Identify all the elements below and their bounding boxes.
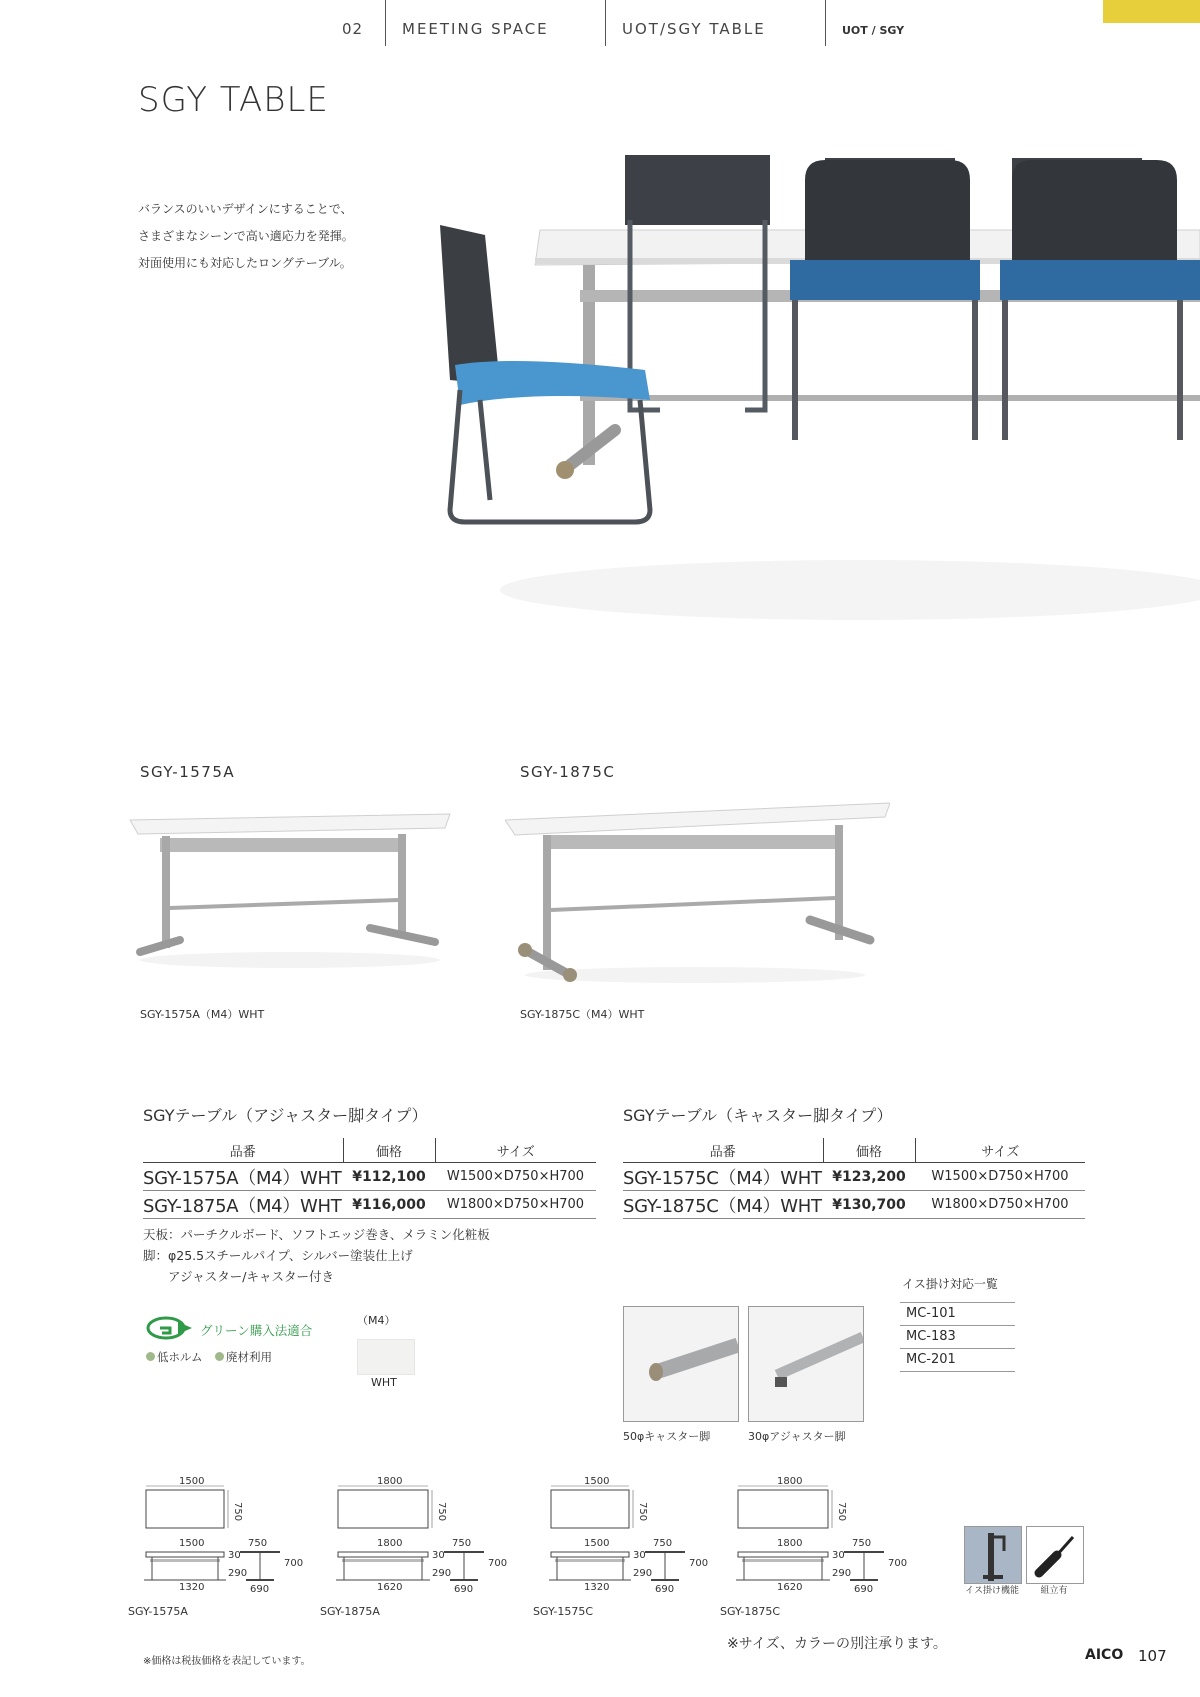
list-item: MC-101: [900, 1302, 1015, 1326]
custom-order-note: ※サイズ、カラーの別注承ります。: [727, 1636, 947, 1652]
dimension-drawing: [533, 1476, 715, 1630]
dim-depth: 750: [248, 1538, 268, 1549]
material-note: 脚：φ25.5スチールパイプ、シルバー塗装仕上げ: [143, 1248, 413, 1263]
dim-width: 1500: [584, 1476, 610, 1487]
dim-top-thickness: 30: [633, 1550, 646, 1561]
column-header: 価格: [343, 1138, 435, 1163]
caster-leg-photo: [623, 1306, 739, 1422]
green-item-label: 低ホルム: [157, 1350, 203, 1364]
dim-width: 1800: [777, 1538, 803, 1549]
leg-photo-caption: 30φアジャスター脚: [748, 1430, 846, 1443]
product-caption: SGY-1875C（M4）WHT: [520, 1008, 645, 1021]
drawing-model-label: SGY-1575C: [533, 1605, 594, 1618]
bullet-icon: [146, 1352, 155, 1361]
dim-top-thickness: 30: [432, 1550, 445, 1561]
header-divider: [605, 0, 606, 46]
page-title: SGY TABLE: [138, 80, 329, 120]
feature-icon-label: イス掛け機能: [965, 1586, 1019, 1596]
chair-compat-list: [900, 1275, 1015, 1372]
swatch-code: （M4）: [357, 1314, 396, 1327]
table-row: [143, 1163, 596, 1191]
dim-knee: 290: [432, 1568, 452, 1579]
table-row: [623, 1191, 1085, 1219]
dim-knee: 290: [633, 1568, 653, 1579]
product-code: SGY-1875A（M4）WHT: [143, 1191, 343, 1219]
dimension-drawing: [720, 1476, 908, 1630]
dim-width: 1500: [179, 1538, 205, 1549]
dim-width: 1800: [377, 1538, 403, 1549]
size: W1500×D750×H700: [435, 1163, 596, 1191]
spec-table: [143, 1138, 596, 1219]
dim-depth: 750: [637, 1502, 648, 1522]
dim-width: 1800: [377, 1476, 403, 1487]
dim-depth: 750: [653, 1538, 673, 1549]
product-model-label: SGY-1875C: [520, 763, 616, 781]
spec-table: [623, 1138, 1085, 1219]
dim-foot: 690: [454, 1584, 474, 1595]
feature-icon-label: 組立有: [1040, 1586, 1068, 1596]
dim-foot: 690: [250, 1584, 270, 1595]
chair-hook-icon: [964, 1526, 1022, 1584]
brand-logo: AICO: [1085, 1647, 1124, 1663]
column-header: 品番: [623, 1138, 823, 1163]
column-header: 品番: [143, 1138, 343, 1163]
page-number: 107: [1138, 1647, 1167, 1665]
table-header-row: [143, 1138, 596, 1163]
header-divider: [385, 0, 386, 46]
size: W1800×D750×H700: [435, 1191, 596, 1219]
table-header-row: [623, 1138, 1085, 1163]
drawing-lines: [535, 1480, 715, 1598]
column-header: サイズ: [435, 1138, 596, 1163]
section-name: MEETING SPACE: [402, 20, 549, 38]
green-purchase-label: グリーン購入法適合: [200, 1323, 313, 1338]
dim-depth: 750: [836, 1502, 847, 1522]
dim-inner-width: 1320: [179, 1582, 205, 1593]
header-divider: [825, 0, 826, 46]
dimension-drawing: [128, 1476, 310, 1630]
adjuster-leg-photo: [748, 1306, 864, 1422]
subsection-name: UOT/SGY TABLE: [622, 20, 766, 38]
dim-depth: 750: [852, 1538, 872, 1549]
hero-photo: [440, 150, 1200, 630]
material-note: 天板：パーチクルボード、ソフトエッジ巻き、メラミン化粧板: [143, 1227, 490, 1242]
green-item-label: 廃材利用: [226, 1350, 272, 1364]
dim-top-thickness: 30: [228, 1550, 241, 1561]
table-row: [623, 1163, 1085, 1191]
spec-table-title: SGYテーブル（キャスター脚タイプ）: [623, 1106, 893, 1125]
description-line: 対面使用にも対応したロングテーブル。: [138, 256, 352, 270]
swatch-name: WHT: [371, 1376, 397, 1389]
description-line: バランスのいいデザインにすることで、: [138, 202, 353, 216]
leg-photo-caption: 50φキャスター脚: [623, 1430, 711, 1443]
price: ¥130,700: [823, 1191, 915, 1219]
drawing-lines: [130, 1480, 310, 1598]
green-purchase-logo-icon: [146, 1316, 196, 1340]
table-row: [143, 1191, 596, 1219]
product-image-sgy-1875c: [505, 795, 890, 985]
dim-inner-width: 1620: [377, 1582, 403, 1593]
list-item: MC-201: [900, 1349, 1015, 1372]
dim-foot: 690: [655, 1584, 675, 1595]
drawing-model-label: SGY-1875C: [720, 1605, 781, 1618]
section-number: 02: [342, 20, 364, 38]
dim-depth: 750: [452, 1538, 472, 1549]
screwdriver-icon: [1026, 1526, 1084, 1584]
dim-height: 700: [888, 1558, 908, 1569]
product-code: SGY-1575C（M4）WHT: [623, 1163, 823, 1191]
material-notes: [143, 1224, 490, 1287]
material-note: アジャスター/キャスター付き: [143, 1269, 334, 1284]
green-item: [215, 1349, 272, 1365]
dim-knee: 290: [228, 1568, 248, 1579]
product-code: SGY-1575A（M4）WHT: [143, 1163, 343, 1191]
drawing-model-label: SGY-1575A: [128, 1605, 188, 1618]
size: W1800×D750×H700: [915, 1191, 1085, 1219]
green-item: [146, 1349, 203, 1365]
dim-width: 1800: [777, 1476, 803, 1487]
dim-inner-width: 1620: [777, 1582, 803, 1593]
bullet-icon: [215, 1352, 224, 1361]
dim-width: 1500: [179, 1476, 205, 1487]
drawing-lines: [322, 1480, 502, 1598]
price: ¥123,200: [823, 1163, 915, 1191]
price: ¥112,100: [343, 1163, 435, 1191]
description-line: さまざまなシーンで高い適応力を発揮。: [138, 229, 354, 243]
chair-compat-heading: イス掛け対応一覧: [902, 1277, 998, 1291]
product-model-label: SGY-1575A: [140, 763, 236, 781]
section-tag: UOT / SGY: [842, 24, 905, 37]
size: W1500×D750×H700: [915, 1163, 1085, 1191]
dim-depth: 750: [436, 1502, 447, 1522]
drawing-model-label: SGY-1875A: [320, 1605, 380, 1618]
dim-height: 700: [689, 1558, 709, 1569]
product-image-sgy-1575a: [120, 800, 460, 970]
description: [138, 196, 354, 277]
dim-height: 700: [284, 1558, 304, 1569]
accent-bar: [1103, 0, 1200, 23]
color-swatch: [357, 1339, 415, 1375]
tax-note: ※価格は税抜価格を表記しています。: [143, 1656, 311, 1667]
dimension-drawing: [320, 1476, 508, 1630]
price: ¥116,000: [343, 1191, 435, 1219]
product-caption: SGY-1575A（M4）WHT: [140, 1008, 265, 1021]
dim-top-thickness: 30: [832, 1550, 845, 1561]
drawing-lines: [722, 1480, 902, 1598]
dim-width: 1500: [584, 1538, 610, 1549]
column-header: サイズ: [915, 1138, 1085, 1163]
dim-foot: 690: [854, 1584, 874, 1595]
column-header: 価格: [823, 1138, 915, 1163]
dim-depth: 750: [232, 1502, 243, 1522]
dim-inner-width: 1320: [584, 1582, 610, 1593]
spec-table-title: SGYテーブル（アジャスター脚タイプ）: [143, 1106, 428, 1125]
product-code: SGY-1875C（M4）WHT: [623, 1191, 823, 1219]
dim-knee: 290: [832, 1568, 852, 1579]
dim-height: 700: [488, 1558, 508, 1569]
list-item: MC-183: [900, 1326, 1015, 1349]
